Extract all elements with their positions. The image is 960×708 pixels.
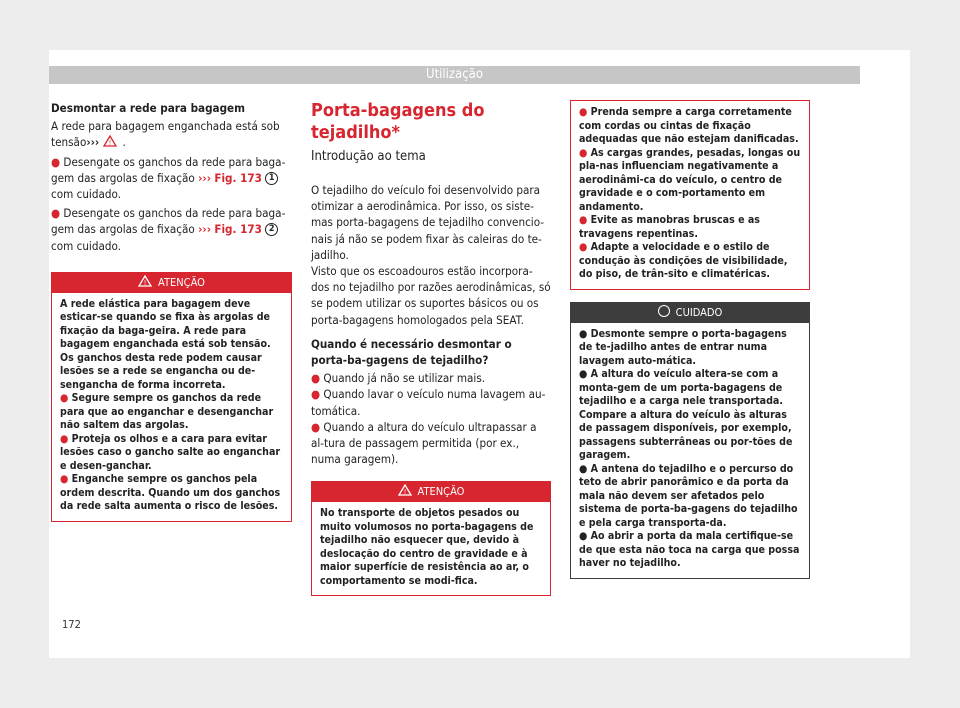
caution-header: CUIDADO bbox=[571, 303, 809, 323]
warning-body: No transporte de objetos pesados ou muito volumosos no porta-bagagens de tejadilho não esquecer que, devido à deslocação do centro de gravidade e à maior superfície de resistência ao ar, o comportamento se modi-fica. bbox=[320, 507, 534, 587]
warning-icon bbox=[103, 135, 117, 147]
info-circle-icon bbox=[658, 305, 670, 317]
figure-link[interactable]: Fig. 173 bbox=[214, 170, 262, 185]
caution-body: ● Desmonte sempre o porta-bagagens de te-jadilho antes de entrar numa lavagem auto-mática. ● A altura do veículo altera-se com a monta-gem de um porta-bagagens de tejadilho e a carga nele transportada. Compare a altura do veículo às alturas de passagem disponíveis, por exemplo, passagens subterrâneas ou por-tões de garagem. ● A antena do tejadilho e o percurso do teto de abrir panorâmico e da porta da mala não devem ser afetados pelo sistema de porta-ba-gagens do tejadilho e pela carga transporta-da. ● Ao abrir a porta da mala certifique-se de que esta não toca na carga que possa haver no tejadilho. bbox=[579, 327, 800, 569]
page-number: 172 bbox=[62, 618, 81, 631]
svg-text:!: ! bbox=[403, 488, 406, 497]
step-number-badge: 1 bbox=[265, 172, 278, 185]
warning-box-continued bbox=[570, 100, 810, 290]
intro-paragraph: A rede para bagagem enganchada está sob tensão››› ! . bbox=[51, 119, 280, 150]
arrow-ref: ››› bbox=[86, 135, 100, 150]
caution-box bbox=[570, 302, 810, 579]
warning-body: A rede elástica para bagagem deve esticar-se quando se fixa às argolas de fixação da baga-geira. A rede para bagagem enganchada está sob tensão. Os ganchos desta rede podem causar lesões se a rede se engancha ou de-sengancha de forma incorreta. ● Segure sempre os ganchos da rede para que ao enganchar e desenganchar não saltem das argolas. ● Proteja os olhos e a cara para evitar lesões caso o gancho salte ao enganchar e desen-ganchar. ● Enganche sempre os ganchos pela ordem descrita. Quando um dos ganchos da rede salta aumenta o risco de lesões. bbox=[60, 297, 281, 513]
warning-body: ● Prenda sempre a carga corretamente com cordas ou cintas de fixação adequadas que não estejam danificadas. ● As cargas grandes, pesadas, longas ou pla-nas influenciam negativamente a aerodinâmi-ca do veículo, o centro de gravidade e o com-portamento em andamento. ● Evite as manobras bruscas e as travagens repentinas. ● Adapte a velocidade e o estilo de condução às condições de visibilidade, do piso, de trân-sito e climatéricas. bbox=[579, 106, 801, 280]
warning-box bbox=[51, 272, 292, 522]
warning-header: ! ATENÇÃO bbox=[312, 482, 550, 502]
warning-icon bbox=[138, 275, 152, 287]
column-1 bbox=[51, 100, 292, 522]
chapter-title: Porta-bagagens do tejadilho* bbox=[311, 100, 485, 143]
list-item: ● Quando a altura do veículo ultrapassar a al-tura de passagem permitida (por ex., numa garagem). bbox=[311, 419, 537, 467]
column-3 bbox=[570, 100, 810, 579]
bullet-step-1: ● Desengate os ganchos da rede para baga- gem das argolas de fixação ››› Fig. 173 1 com cuidado. bbox=[51, 154, 286, 202]
warning-box bbox=[311, 481, 551, 596]
paragraph: O tejadilho do veículo foi desenvolvido para otimizar a aerodinâmica. Por isso, os siste-mas porta-bagagens de tejadilho convencio-nais já não se podem fixar às caleiras do te-jadilho. bbox=[311, 183, 545, 262]
section-heading: Desmontar a rede para bagagem bbox=[51, 101, 246, 115]
warning-icon bbox=[398, 484, 412, 496]
section-header: Utilização bbox=[49, 66, 860, 84]
figure-link[interactable]: Fig. 173 bbox=[214, 222, 262, 237]
chapter-subtitle: Introdução ao tema bbox=[311, 149, 426, 164]
step-number-badge: 2 bbox=[265, 223, 278, 236]
bullet-step-2: ● Desengate os ganchos da rede para baga- gem das argolas de fixação ››› Fig. 173 2 com cuidado. bbox=[51, 206, 286, 253]
list-item: ● Quando já não se utilizar mais. bbox=[311, 371, 486, 386]
svg-text:!: ! bbox=[143, 278, 147, 287]
question-heading: Quando é necessário desmontar o porta-ba-gagens de tejadilho? bbox=[311, 336, 512, 368]
warning-header: ! ATENÇÃO bbox=[52, 273, 291, 293]
paragraph: Visto que os escoadouros estão incorpora-dos no tejadilho por razões aerodinâmicas, só se podem utilizar os suportes básicos ou os porta-bagagens homologados pela SEAT. bbox=[311, 264, 551, 327]
list-item: ● Quando lavar o veículo numa lavagem au-tomática. bbox=[311, 387, 546, 418]
column-2 bbox=[311, 100, 551, 596]
svg-text:!: ! bbox=[108, 139, 111, 148]
